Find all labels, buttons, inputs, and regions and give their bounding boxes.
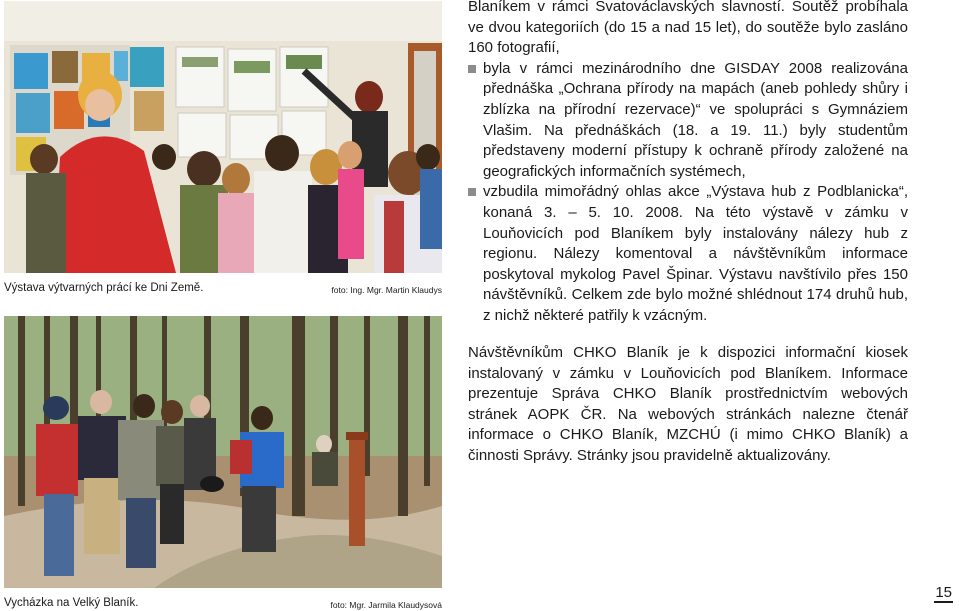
list-item-text: byla v rámci mezinárodního dne GISDAY 2008 realizována přednáška „Ochrana přírody na mapách (aneb pohledy shůry i zblízka na přírodní rezervace)“ ve spolupráci s Gymnáziem Vlašim. Na přednáškách (18. a 19. 11.) byly studentům představeny moderní přístupy k ochraně přírody založené na geografických informačních systémech, [483, 59, 908, 180]
article-text-lower [468, 343, 908, 467]
photo-hike [4, 316, 442, 588]
list-item-text: vzbudila mimořádný ohlas akce „Výstava hub z Podblanicka“, konaná 3. – 5. 10. 2008. Na této výstavě v zámku v Louňovicích pod Blaníkem byly instalovány nálezy hub z regionu. Nálezy komentoval a návštěvníkům informace poskytoval mykolog Pavel Špinar. Výstavu navštívilo přes 150 návštěvníků. Celkem zde bylo možné shlédnout 174 druhů hub, z nichž některé patřily k vzácným. [483, 183, 908, 324]
photo-exhibition-caption: Výstava výtvarných prácí ke Dni Země. [4, 282, 204, 294]
photo-hike-caption: Vycházka na Velký Blaník. [4, 597, 139, 609]
photo-exhibition [4, 1, 442, 273]
page-number: 15 [935, 584, 952, 601]
photo-exhibition-credit: foto: Ing. Mgr. Martin Klaudys [331, 285, 442, 295]
bullet-square-icon [468, 65, 476, 73]
closing-paragraph: Návštěvníkům CHKO Blaník je k dispozici informační kiosek instalovaný v zámku v Louňovicích pod Blaníkem. Informace prezentuje Správa CHKO Blaník prostřednictvím webových stránek AOPK ČR. Na webových stránkách nalezne čtenář informace o CHKO Blaník, MZCHÚ (i mimo CHKO Blaník) a činnosti Správy. Stránky jsou pravidelně aktualizovány. [468, 344, 908, 464]
bullet-square-icon [468, 188, 476, 196]
article-text-upper [468, 0, 908, 327]
intro-paragraph: Blaníkem v rámci Svatováclavských slavností. Soutěž probíhala ve dvou kategoriích (do 15 a nad 15 let), do soutěže bylo zasláno 160 fotografií, [468, 0, 908, 57]
photo-hike-credit: foto: Mgr. Jarmila Klaudysová [330, 600, 442, 610]
list-item [468, 59, 908, 183]
list-item [468, 182, 908, 326]
